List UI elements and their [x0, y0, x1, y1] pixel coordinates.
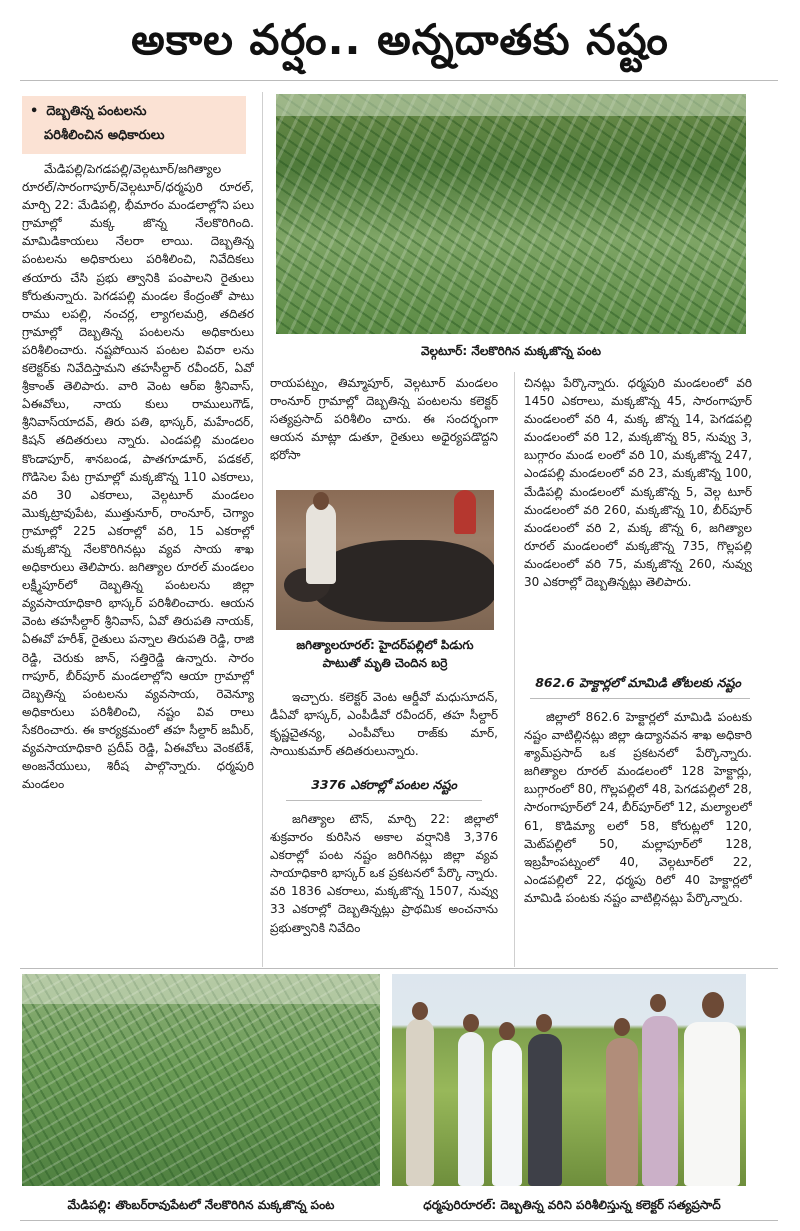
- column-3-text-a: [524, 374, 752, 666]
- dead-buffalo-photo: [276, 490, 494, 630]
- column-1-text: [22, 160, 254, 960]
- highlight-line-1: • దెబ్బతిన్న పంటలను: [30, 100, 238, 124]
- headline-rule: [20, 80, 778, 81]
- person-shape: [406, 1018, 434, 1186]
- highlight-line-2: పరిశీలించిన అధికారులు: [44, 128, 165, 143]
- person-shape: [684, 1022, 740, 1186]
- person-head-shape: [650, 994, 666, 1012]
- photo-top-caption: వెల్గటూర్: నేలకొరిగిన మక్కజొన్న పంట: [420, 344, 602, 358]
- person-head-shape: [499, 1022, 515, 1040]
- highlight-box: [22, 96, 246, 154]
- person-head-shape: [702, 992, 724, 1018]
- collector-shape: [528, 1034, 562, 1186]
- column-divider-2: [514, 372, 515, 967]
- collector-inspection-photo: [392, 974, 746, 1186]
- subheading-3376: 3376 ఎకరాల్లో పంటల నష్టం: [311, 777, 457, 792]
- maize-field-photo-bottom: [22, 974, 380, 1186]
- person-shape: [458, 1032, 484, 1186]
- person-shape: [492, 1040, 522, 1186]
- page-bottom-rule: [20, 1220, 778, 1221]
- column-3-paragraph-a: చినట్లు పేర్కొన్నారు. ధర్మపురి మండలంలో వరి 1450 ఎకరాలు, మక్కజొన్న 45, సారంగాపూర్ మండలంలో వరి 4, మక్క జొన్న 14, పెగడపల్లి మండలంలో వరి 12, మక్కజొన్న 85, నువ్వు 3, బుగ్గారం మండ లంలో వరి 10, మక్కజొన్న 247, ఎండపల్లి మండలంలో వరి 23, మక్కజొన్న 100, మేడిపల్లి మండలంలో మక్కజొన్న 5, వెల్గ టూర్ మండలంలో వరి 260, మక్కజొన్న 10, బీర్‌పూర్ మండలంలో వరి 2, మక్క జొన్న 6, జగిత్యాల రూరల్ మండలంలో మక్కజొన్న 735, గొల్లపల్లి మండలంలో వరి 75, మక్కజొన్న 260, నువ్వు 30 ఎకరాల్లో దెబ్బతిన్నట్లు తెలిపారు.: [524, 376, 752, 590]
- person-shape-2: [454, 490, 476, 534]
- person-head-shape: [614, 1018, 630, 1036]
- column-2-paragraph-a: రాయపట్నం, తిమ్మాపూర్, వెల్గటూర్ మండలం రాంనూర్ గ్రామాల్లో దెబ్బతిన్న పంటలను కలెక్టర్ సత్యప్రసాద్ పరిశీలిం చారు. ఈ సందర్భంగా ఆయన మాట్లా డుతూ, రైతులు అధైర్యపడొద్దని భరోసా: [270, 376, 498, 463]
- photo-bottom-left-caption: మేడిపల్లి: తొంబర్‌రావుపేటలో నేలకొరిగిన మక్కజొన్న పంట: [67, 1198, 335, 1212]
- column-2-text-c: [270, 810, 498, 970]
- person-shape: [606, 1038, 638, 1186]
- subheading-mango: 862.6 హెక్టార్లలో మామిడి తోటలకు నష్టం: [535, 675, 741, 690]
- column-divider-1: [262, 92, 263, 967]
- buffalo-shape: [310, 540, 494, 622]
- column-2-text-b: [270, 688, 498, 764]
- column-2-text-a: [270, 374, 498, 484]
- person-head-shape: [412, 1002, 428, 1020]
- person-shape: [642, 1016, 678, 1186]
- column-3-text-b: [524, 708, 752, 964]
- subheading-rule-1: [286, 800, 482, 801]
- photo-bottom-right-caption: ధర్మపురిరూరల్: దెబ్బతిన్న వరిని పరిశీలిస్తున్న కలెక్టర్ సత్యప్రసాద్: [423, 1198, 721, 1212]
- person-shape: [306, 502, 336, 584]
- column-2-paragraph-b: ఇచ్చారు. కలెక్టర్ వెంట ఆర్డీవో మధుసూదన్, డీఏవో భాస్కర్, ఎంపీడీవో రవీందర్, తహ సీల్దార్ కృష్ణచైతన్య, ఎంపీవోలు రాజ్‌కు మార్, సాయికుమార్ తదితరులున్నారు.: [270, 690, 498, 759]
- column-3-paragraph-b: జిల్లాలో 862.6 హెక్టార్లలో మామిడి పంటకు నష్టం వాటిల్లినట్లు జిల్లా ఉద్యానవన శాఖ అధికారి శ్యామ్‌ప్రసాద్ ఒక ప్రకటనలో పేర్కొన్నారు. జగిత్యాల రూరల్ మండలంలో 128 హెక్టార్లు, బుగ్గారంలో 80, గొల్లపల్లిలో 48, పెగడపల్లిలో 28, సారంగాపూర్‌లో 24, బీర్‌పూర్‌లో 12, మల్యాలలో 61, కొడిమ్యా లలో 58, కోరుట్లలో 120, మెట్‌పల్లిలో 50, మల్లాపూర్‌లో 128, ఇబ్రహీంపట్నంలో 40, వెల్గటూర్‌లో 22, ఎండపల్లిలో 22, ధర్మపు రిలో 40 హెక్టార్లలో మామిడి పంటకు నష్టం వాటిల్లినట్లు పేర్కొన్నారు.: [524, 710, 752, 905]
- person-head-shape: [463, 1014, 479, 1032]
- headline: అకాల వర్షం.. అన్నదాతకు నష్టం: [131, 15, 669, 64]
- person-head-shape: [536, 1014, 552, 1032]
- column-2-paragraph-c: జగిత్యాల టౌన్, మార్చి 22: జిల్లాలో శుక్రవారం కురిసిన అకాల వర్షానికి 3,376 ఎకరాల్లో పంట నష్టం జరిగినట్లు జిల్లా వ్యవ సాయాధికారి భాస్కర్ ఒక ప్రకటనలో పేర్కొ న్నారు. వరి 1836 ఎకరాలు, మక్కజొన్న 1507, నువ్వు 33 ఎకరాల్లో దెబ్బతిన్నట్లు ప్రాథమిక అంచనాను ప్రభుత్వానికి నివేదిం: [270, 812, 498, 935]
- subheading-rule-2: [530, 698, 750, 699]
- person-head-shape: [313, 492, 329, 510]
- photo-middle-caption: జగిత్యాలరూరల్: హైదర్‌పల్లిలో పిడుగు పాటుతో మృతి చెందిన బర్రె: [296, 638, 474, 670]
- bottom-section-rule: [20, 968, 778, 969]
- maize-field-photo-top: [276, 94, 746, 334]
- bullet-icon: •: [30, 104, 39, 119]
- column-1-paragraph: మేడిపల్లి/పెగడపల్లి/వెల్గటూర్/జగిత్యాల రూరల్/సారంగాపూర్/వెల్గటూర్/ధర్మపురి రూరల్, మార్చి 22: మేడిపల్లి, భీమారం మండలాల్లోని పలు గ్రామాల్లో మక్క జొన్న నేలకొరిగింది. మామిడికాయలు నేలరా లాయి. దెబ్బతిన్న పంటలను అధికారులు పరిశీలించి, నివేదికలు తయారు చేసి ప్రభు త్వానికి పంపాలని రైతులు కోరుతున్నారు. పెగడపల్లి మండల కేంద్రంతో పాటు రాము లపల్లి, నంచర్ల, ల్యాగలమర్రి, తదితర గ్రామాల్లో దెబ్బతిన్న పంటలను అధికారులు పరిశీలించారు. నష్టపోయిన పంటల వివరా లను కలెక్టర్‌కు నివేదిస్తామని తహసీల్దార్ రవీందర్, ఏవో శ్రీకాంత్ తెలిపారు. వారి వెంట ఆర్‌ఐ శ్రీనివాస్, ఏఈవోలు, నాయ కులు రాములుగౌడ్, శ్రీనివాస్‌యాదవ్, తిరు పతి, భాస్కర్, మహేందర్, కిషన్ తదితరులు న్నారు. ఎండపల్లి మండలం కొండాపూర్, శానబండ, పాతగూడూర్, పడకల్, గొడిసెల పేట గ్రామాల్లో మక్కజొన్న 110 ఎకరాలు, వరి 30 ఎకరాలు, వెల్గటూర్ మండలం మొక్కట్రావుపేట, ముత్తునూర్, రాంనూర్, చెగ్యాం గ్రామాల్లో 225 ఎకరాల్లో వరి, 15 ఎకరాల్లో మక్కజొన్న నేలకొరిగినట్లు వ్యవ సాయ శాఖ అధికారులు తెలిపారు. జగిత్యాల రూరల్ మండలం లక్ష్మీపూర్‌లో దెబ్బతిన్న పంటలను జిల్లా వ్యవసాయాధికారి భాస్కర్ పరిశీలించారు. ఆయన వెంట తహసీల్దార్ శ్రీనివాస్, ఏవో తిరుపతి నాయక్, ఏఈవో హరీశ్, రైతులు పన్నాల తిరుపతి రెడ్డి, రాజి రెడ్డి, చెరుకు జాన్, సత్తిరెడ్డి ఉన్నారు. సారం గాపూర్, బీర్‌పూర్ మండలాల్లోని ఆయా గ్రామాల్లో దెబ్బతిన్న పంటలను వ్యవసాయ, రెవెన్యూ అధికారులు పరిశీలించి, నష్టం వివ రాలు సేకరించారు. ఈ కార్యక్రమంలో తహ సీల్దార్ జమీర్, వ్యవసాయాధికారి ప్రదీప్ రెడ్డి, ఏఈవోలు వెంకటేశ్, అంజనేయులు, శిరీష పాల్గొన్నారు. ధర్మపురి మండలం: [22, 162, 254, 792]
